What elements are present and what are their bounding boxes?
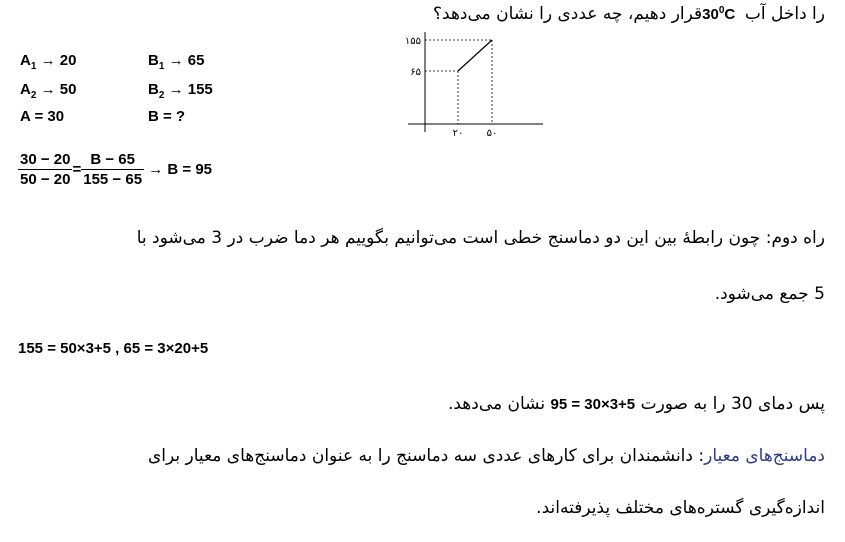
b1-value: 65 <box>187 52 205 69</box>
question-prefix: را داخل آب <box>744 4 825 24</box>
standard-line1 <box>148 446 825 466</box>
standard-line2: اندازه‌گیری گستره‌های مختلف پذیرفته‌اند. <box>536 498 825 518</box>
left-numerator: 30 − 20 <box>20 151 71 168</box>
standard-line1-rest: دانشمندان برای کارهای عددی سه دماسنج را به عنوان دماسنج‌های معیار برای <box>148 446 693 466</box>
a2-value: 50 <box>59 81 77 98</box>
temp-unit: C <box>724 6 736 23</box>
x-tick-20: ۲۰ <box>452 128 464 139</box>
a2-sub: 2 <box>30 90 37 101</box>
proportion-equation <box>18 151 212 188</box>
temp-number: 30 <box>702 6 719 23</box>
left-denominator: 50 − 20 <box>20 171 71 188</box>
right-numerator: B − 65 <box>81 151 144 170</box>
temperature-value <box>702 6 739 23</box>
equals-sign: = <box>72 161 82 178</box>
a1-label: A <box>20 52 31 69</box>
right-fraction <box>81 151 144 188</box>
method2-line1: راه دوم: چون رابطهٔ بین این دو دماسنج خطی است می‌توانیم بگوییم هر دما ضرب در 3 می‌شود با <box>136 228 825 248</box>
given-a: A = 30 <box>20 108 65 125</box>
b1-label: B <box>148 52 159 69</box>
a2-label: A <box>20 81 31 98</box>
right-denominator: 155 − 65 <box>83 171 143 188</box>
arrow-icon: → <box>168 52 184 69</box>
b2-label: B <box>148 81 159 98</box>
result-line <box>448 394 825 414</box>
given-b2 <box>148 81 213 101</box>
result-expression: 95 = 30×3+5 <box>550 396 636 413</box>
standard-term: دماسنج‌های معیار <box>704 446 825 466</box>
temperature-graph <box>388 28 548 140</box>
given-a2 <box>20 81 76 101</box>
method2-line2: 5 جمع می‌شود. <box>714 284 825 304</box>
arrow-icon: → <box>40 81 56 98</box>
arrow-icon: → <box>40 52 56 69</box>
given-a1 <box>20 52 76 72</box>
a1-sub: 1 <box>30 61 37 72</box>
b2-value: 155 <box>187 81 213 98</box>
standard-colon: : <box>698 446 705 466</box>
arrow-icon: → <box>168 81 184 98</box>
y-tick-155: ۱۵۵ <box>404 36 421 47</box>
graph-line <box>458 40 492 71</box>
given-b: B = ? <box>148 108 186 125</box>
a1-value: 20 <box>59 52 77 69</box>
x-tick-50: ۵۰ <box>486 128 498 139</box>
result-prefix: پس دمای 30 را به صورت <box>640 394 825 414</box>
formula-line: 155 = 50×3+5 , 65 = 3×20+5 <box>18 340 209 357</box>
question-suffix: قرار دهیم، چه عددی را نشان می‌دهد؟ <box>433 4 703 24</box>
b2-sub: 2 <box>158 90 165 101</box>
degree-symbol: 0 <box>718 5 725 16</box>
proportion-result: → B = 95 <box>148 161 212 178</box>
result-suffix: نشان می‌دهد. <box>447 394 546 414</box>
given-b1 <box>148 52 204 72</box>
b1-sub: 1 <box>158 61 165 72</box>
y-tick-65: ۶۵ <box>410 67 421 78</box>
left-fraction <box>18 151 72 188</box>
question-line <box>433 4 825 24</box>
